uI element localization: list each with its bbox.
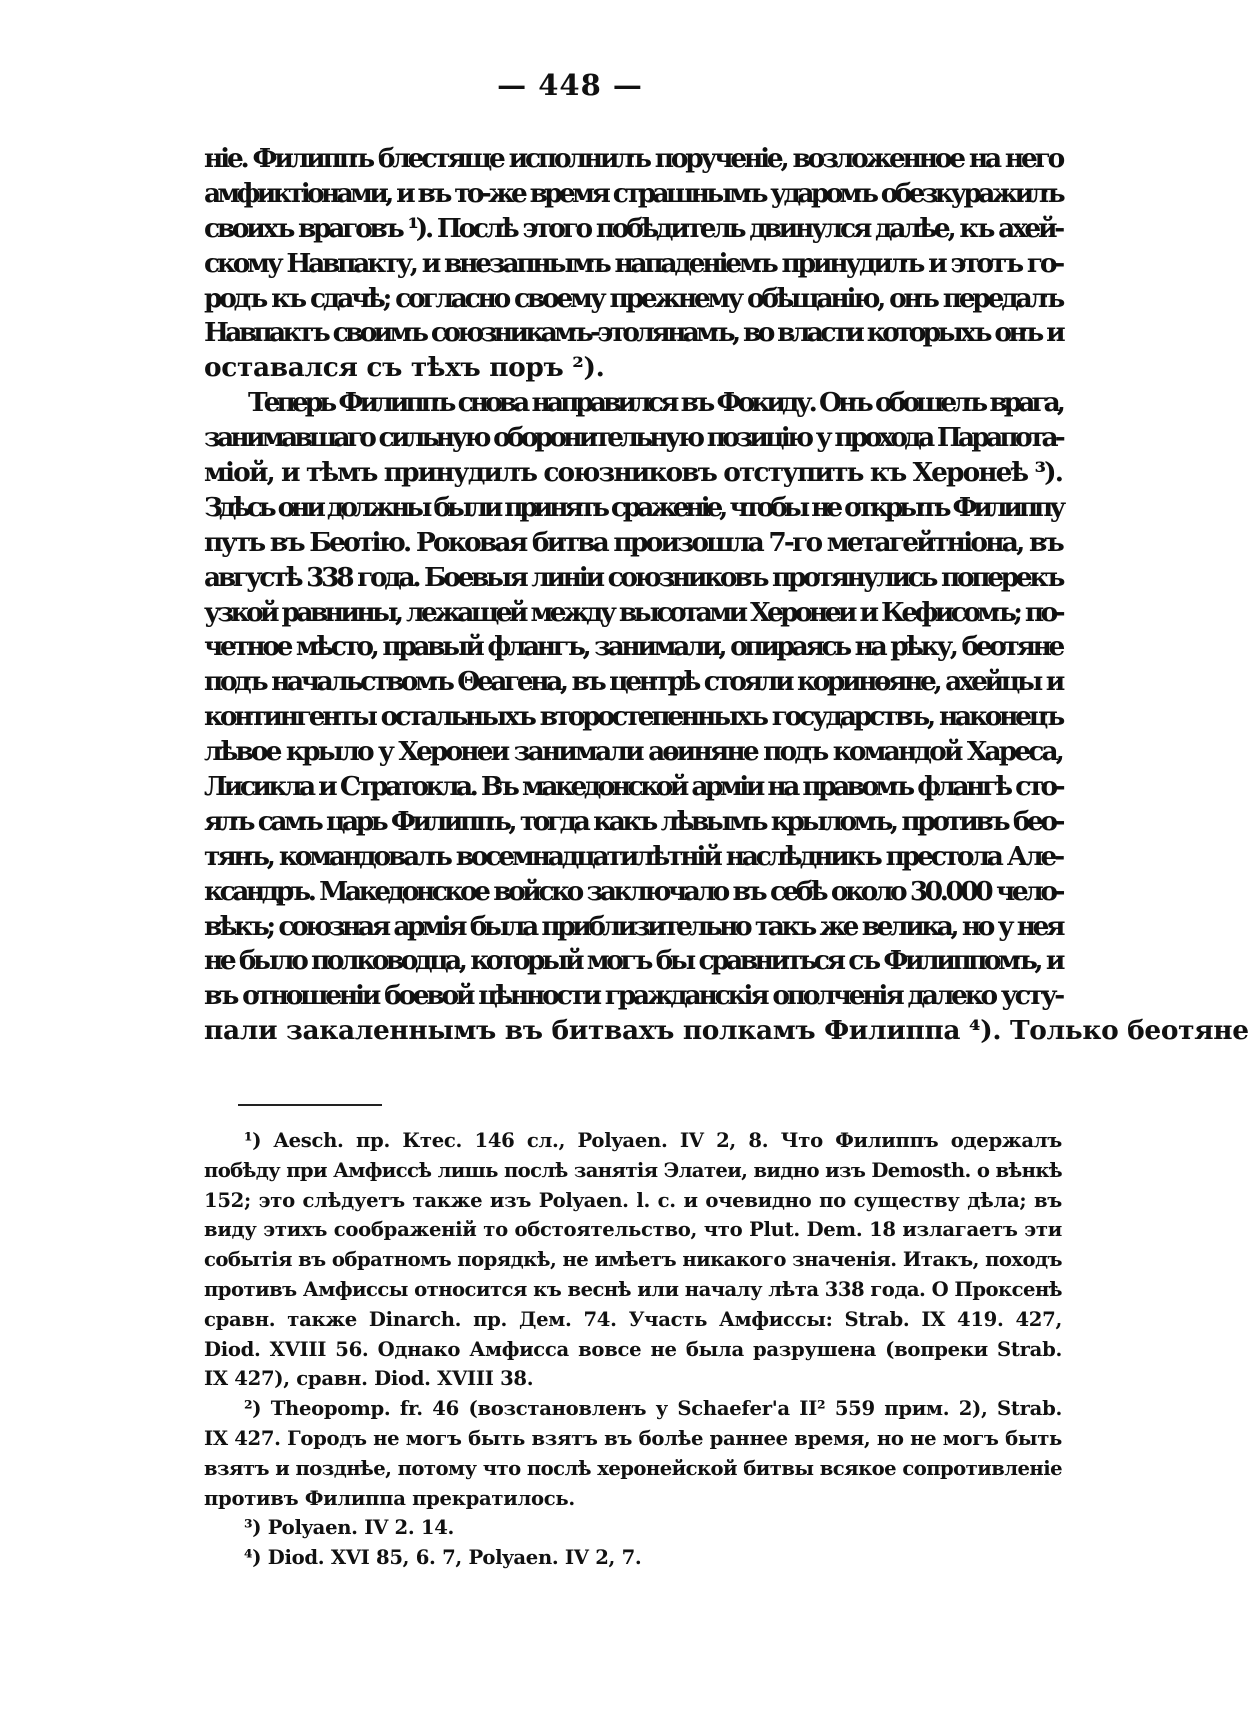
text-line: узкой равнины, лежащей между высотами Херонеи и Кефисомъ; по- [204,596,1062,628]
footnote-line: ³) Polyaen. IV 2. 14. [244,1516,455,1540]
text-line: ялъ самъ царь Филиппъ, тогда какъ лѣвымъ крыломъ, противъ бео- [204,805,1062,837]
footnote-line: взятъ и позднѣе, потому что послѣ херонейской битвы всякое сопротивленіе [204,1456,1062,1480]
text-line: пали закаленнымъ въ битвахъ полкамъ Филиппа ⁴). Только беотяне [204,1015,1249,1047]
text-line: Навпактъ своимъ союзникамъ-этолянамъ, во власти которыхъ онъ и [204,317,1062,349]
main-body-text [204,142,1249,1049]
text-line: амфиктіонами, и въ то-же время страшнымъ ударомъ обезкуражилъ [204,177,1062,209]
text-line: не было полководца, который могъ бы сравниться съ Филиппомъ, и [204,945,1062,977]
text-line: августѣ 338 года. Боевыя линіи союзниковъ протянулись поперекъ [204,561,1062,593]
text-line: міой, и тѣмъ принудилъ союзниковъ отступить къ Херонеѣ ³). [204,457,1062,489]
text-line: Лисикла и Стратокла. Въ македонской арміи на правомъ флангѣ сто- [204,771,1062,803]
footnote-line: виду этихъ соображеній то обстоятельство, что Plut. Dem. 18 излагаетъ эти [204,1218,1062,1242]
text-line: въ отношеніи боевой цѣнности гражданскія ополченія далеко усту- [204,980,1062,1012]
footnotes-block [204,1126,1062,1573]
text-line: лѣвое крыло у Херонеи занимали аѳиняне подъ командой Хареса, [204,736,1062,768]
footnote-divider [238,1104,382,1106]
text-line: вѣкъ; союзная армія была приблизительно такъ же велика, но у нея [204,910,1062,942]
footnote-line: ²) Theopomp. fr. 46 (возстановленъ у Schaefer'a II² 559 прим. 2), Strab. [244,1397,1062,1421]
footnote-line: IX 427. Городъ не могъ быть взятъ въ болѣе раннее время, но не могъ быть [204,1426,1062,1450]
footnote-line: побѣду при Амфиссѣ лишь послѣ занятія Элатеи, видно изъ Demosth. о вѣнкѣ [204,1158,1062,1182]
footnote-line: противъ Филиппа прекратилось. [204,1486,575,1510]
text-line: Здѣсь они должны были принять сраженіе, чтобы не открыть Филиппу [204,491,1062,523]
footnote-line: событія въ обратномъ порядкѣ, не имѣетъ никакого значенія. Итакъ, походъ [204,1248,1062,1272]
text-line: ксандръ. Македонское войско заключало въ себѣ около 30.000 чело- [204,875,1062,907]
text-line: тянъ, командовалъ восемнадцатилѣтній наслѣдникъ престола Але- [204,840,1062,872]
text-line: родъ къ сдачѣ; согласно своему прежнему обѣщанію, онъ передалъ [204,282,1062,314]
text-line: ніе. Филиппъ блестяще исполнилъ порученіе, возложенное на него [204,143,1062,174]
text-line: своихъ враговъ ¹). Послѣ этого побѣдитель двинулся далѣе, къ ахей- [204,212,1062,244]
page-number: — 448 — [497,68,643,102]
text-line: подъ начальствомъ Θеагена, въ центрѣ стояли коринѳяне, ахейцы и [204,666,1062,698]
footnote-line: ¹) Aesch. пр. Ктес. 146 сл., Polyaen. IV 2, 8. Что Филиппъ одержалъ [244,1129,1062,1152]
footnote-line: ⁴) Diod. XVI 85, 6. 7, Polyaen. IV 2, 7. [244,1546,642,1570]
text-line: путь въ Беотію. Роковая битва произошла 7-го метагейтніона, въ [204,526,1062,558]
text-line: Теперь Филиппъ снова направился въ Фокиду. Онъ обошелъ врага, [248,387,1062,419]
footnote-line: Diod. XVIII 56. Однако Амфисса вовсе не была разрушена (вопреки Strab. [204,1337,1062,1361]
text-line: скому Навпакту, и внезапнымъ нападеніемъ принудилъ и этотъ го- [204,247,1062,279]
text-line: четное мѣсто, правый флангъ, занимали, опираясь на рѣку, беотяне [204,631,1062,663]
text-line: оставался съ тѣхъ поръ ²). [204,352,605,384]
footnote-line: противъ Амфиссы относится къ веснѣ или началу лѣта 338 года. О Проксенѣ [204,1277,1062,1301]
footnote-line: IX 427), сравн. Diod. XVIII 38. [204,1367,534,1391]
footnote-line: сравн. также Dinarch. пр. Дем. 74. Участь Амфиссы: Strab. IX 419. 427, [204,1307,1062,1331]
text-line: занимавшаго сильную оборонительную позицію у прохода Парапота- [204,422,1062,454]
footnote-line: 152; это слѣдуетъ также изъ Polyaen. l. c. и очевидно по существу дѣла; въ [204,1188,1062,1212]
text-line: контингенты остальныхъ второстепенныхъ государствъ, наконецъ [204,701,1062,733]
